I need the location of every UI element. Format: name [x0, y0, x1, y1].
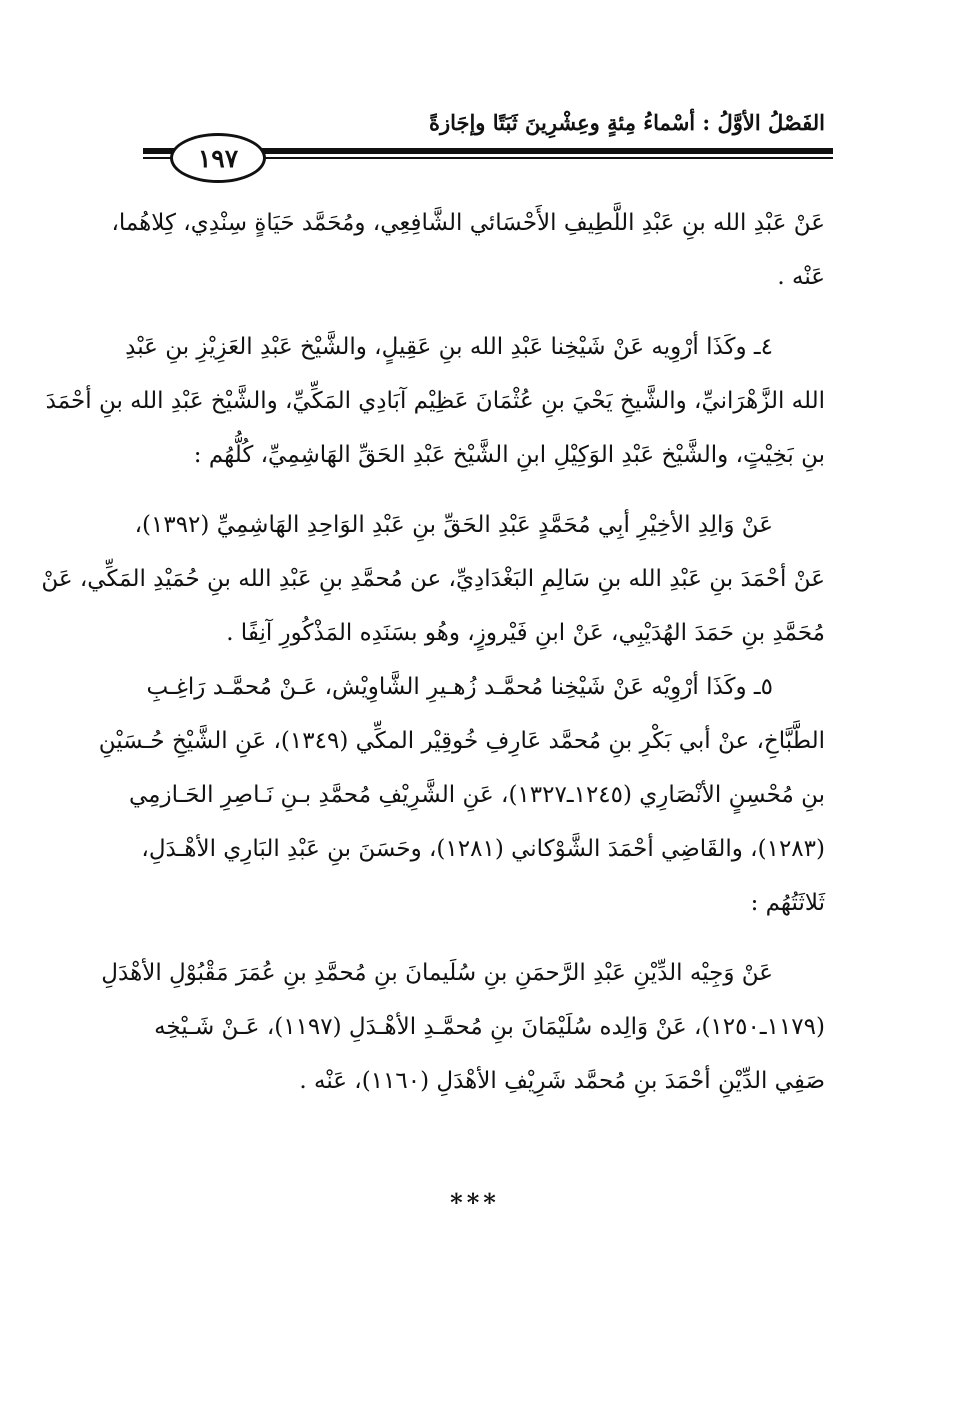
text-line: عَنْ أحْمَدَ بنِ عَبْدِ الله بنِ سَالِمِ البَغْدَادِيِّ، عن مُحمَّدِ بنِ عَبْدِ الله بنِ حُمَيْدِ المَكِّي، عَنْ: [41, 566, 825, 592]
text-line: (١٢٨٣)، والقَاضِي أحْمَدَ الشَّوْكاني (١٢٨١)، وحَسَنَ بنِ عَبْدِ البَارِي الأهْـدَلِ،: [141, 836, 825, 862]
text-line: بنِ مُحْسِنٍ الأنْصَارِي (١٢٤٥ـ١٣٢٧)، عَنِ الشَّرِيْفِ مُحمَّدِ بـنِ نَـاصِرِ الحَـازمِي: [128, 782, 825, 808]
body-text: [41, 196, 825, 1108]
text-line: الطَّبَّاخِ، عنْ أبي بَكْرِ بنِ مُحمَّد عَارِفِ خُوقِيْر المكِّي (١٣٤٩)، عَنِ الشَّيْخِ حُـسَيْنِ: [98, 728, 825, 754]
text-line: عَنْ وَجِيْه الدِّيْنِ عَبْدِ الرَّحمَنِ بنِ سُلَيمانَ بنِ مُحمَّدِ بنِ عُمَرَ مَقْبُوْلِ الأهْدَلِ: [101, 960, 773, 986]
text-line: ثَلاثَتُهُم :: [750, 890, 825, 916]
page-number: ١٩٧: [170, 133, 266, 183]
text-line: ٥ـ وكَذَا أرْوِيْه عَنْ شَيْخِنا مُحمَّـد زُهـيرِ الشَّاوِيْش، عَـنْ مُحمَّـد رَاغِـبِ: [146, 674, 773, 700]
text-line: ٤ـ وكَذَا أرْوِيه عَنْ شَيْخِنا عَبْدِ الله بنِ عَقِيلٍ، والشَّيْخ عَبْدِ العَزِيْزِ بنِ عَبْدِ: [125, 334, 773, 360]
text-line: عَنْ وَالِدِ الأخِيْرِ أبِي مُحَمَّدٍ عَبْدِ الحَقِّ بنِ عَبْدِ الوَاحِدِ الهَاشِمِيِّ (١٣٩٢)،: [134, 512, 773, 538]
chapter-title: الفَصْلُ الأوَّلُ : أسْماءُ مِئةٍ وعِشْرِينَ ثَبَتًا وإجَازةً: [428, 110, 825, 135]
text-line: عَنْ عَبْدِ الله بنِ عَبْدِ اللَّطِيفِ الأَحْسَائي الشَّافِعِي، ومُحَمَّد حَيَاةٍ سِنْدِي، كِلاهُما،: [111, 210, 825, 236]
text-line: مُحَمَّدِ بنِ حَمَدَ الهُدَيْبِي، عَنْ ابنِ فَيْروزٍ، وهُو بسَنَدِه المَذْكُورِ آنِفًا .: [226, 620, 825, 646]
text-line: (١١٧٩ـ١٢٥٠)، عَنْ وَالِده سُلَيْمَانَ بنِ مُحمَّـدِ الأهْـدَلِ (١١٩٧)، عَـنْ شَـيْخِه: [154, 1014, 825, 1040]
text-line: عَنْه .: [777, 264, 825, 290]
text-line: الله الزَّهْرَانيِّ، والشَّيخِ يَحْيَ بنِ عُثْمَانَ عَظِيْم آبَادِي المَكِّيِّ، والشَّيْخ عَبْدِ الله بنِ أحْمَدَ: [45, 388, 825, 414]
section-separator-stars: ***: [450, 1188, 500, 1217]
text-line: صَفِي الدِّيْنِ أحْمَدَ بنِ مُحمَّد شَرِيْفِ الأهْدَلِ (١١٦٠)، عَنْه .: [299, 1068, 825, 1094]
text-line: بنِ بَخِيْتٍ، والشَّيْخ عَبْدِ الوَكِيْلِ ابنِ الشَّيْخ عَبْدِ الحَقِّ الهَاشِمِيِّ، كُلُّهُم :: [193, 442, 825, 468]
